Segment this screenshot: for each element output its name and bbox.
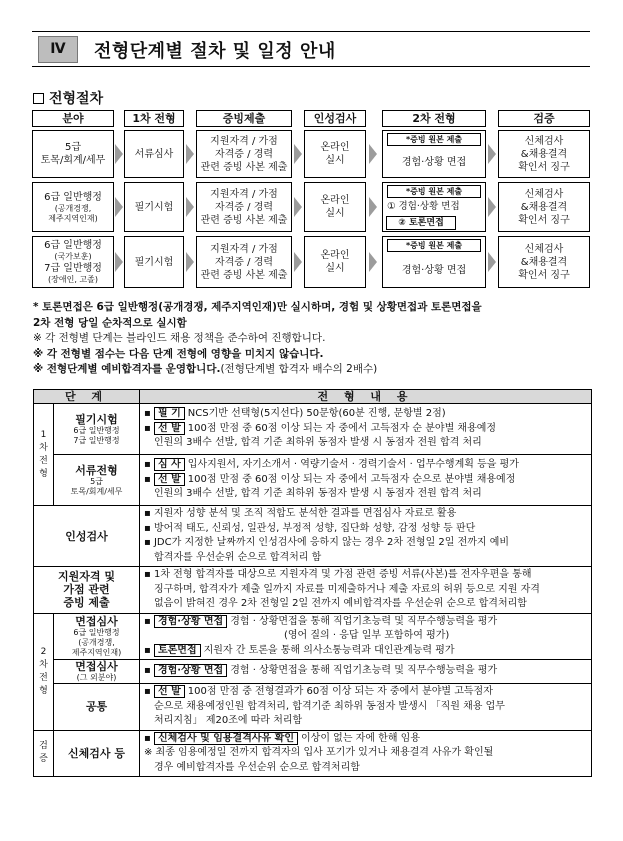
aptitude-line: 실시 <box>325 208 345 219</box>
aptitude-line: 실시 <box>325 263 345 274</box>
verify-line: 확인서 징구 <box>518 161 570 173</box>
flow-docs-cell <box>196 130 292 178</box>
flow-verify-cell <box>498 182 590 232</box>
tag-label: 선 발 <box>154 685 185 698</box>
tag-label: 심 사 <box>154 458 185 471</box>
flow-second-cell <box>382 130 486 178</box>
arrow-right-icon <box>294 197 302 217</box>
content-text: 경험 · 상황면접을 통해 직업기초능력 및 직무수행능력을 평가 <box>230 665 498 677</box>
flow-first-cell: 필기시험 <box>124 182 184 232</box>
flow-second-cell <box>382 236 486 288</box>
tag-label: 토론면접 <box>154 644 201 657</box>
aptitude-line: 온라인 <box>320 142 350 153</box>
table-header-content: 전 형 내 용 <box>140 390 592 404</box>
stage-physical: 신체검사 등 <box>54 730 140 777</box>
content-text: JDC가 지정한 날짜까지 인성검사에 응하지 않는 경우 2차 전형일 2일 전까지 예비 <box>153 537 510 548</box>
category-second-stage: 2 차 전 형 <box>34 613 54 730</box>
flow-header-field: 분야 <box>32 110 114 127</box>
content-physical: ▪ 신체검사 및 임용결격사유 확인 이상이 없는 자에 한해 임용 ※ 최종 임용예정일 전까지 합격자의 입사 포기가 있거나 채용결격 사유가 확인될 경우 예비합격자를 우선순위 순으로 합격처리함 <box>140 730 592 777</box>
aptitude-line: 온라인 <box>320 250 350 261</box>
flow-docs-cell <box>196 182 292 232</box>
tag-label: 신체검사 및 임용결격사유 확인 <box>154 732 298 745</box>
docs-line: 자격증 / 경력 <box>214 256 274 268</box>
flow-verify-cell <box>498 130 590 178</box>
second-stage-item: 경험·상황 면접 <box>401 156 467 168</box>
stage-evidence <box>34 567 140 614</box>
stage-sub: 6급 일반행정 <box>73 627 120 637</box>
field-sublabel: 토목/회계/세무 <box>40 155 106 166</box>
stage-documents <box>54 455 140 506</box>
evidence-badge: *증빙 원본 제출 <box>387 185 481 198</box>
flow-first-cell: 필기시험 <box>124 236 184 288</box>
docs-line: 관련 증빙 사본 제출 <box>200 214 288 226</box>
tag-label: 경험·상황 면접 <box>154 615 227 628</box>
note-line: ※ 각 전형별 점수는 다음 단계 전형에 영향을 미치지 않습니다. <box>33 347 324 360</box>
tag-label: 선 발 <box>154 473 185 486</box>
content-text: 1차 전형 합격자를 대상으로 지원자격 및 가점 관련 증빙 서류(사본)를 전자우편을 통해 <box>153 569 532 580</box>
content-evidence: ▪ 1차 전형 합격자를 대상으로 지원자격 및 가점 관련 증빙 서류(사본)를 전자우편을 통해 징구하며, 합격자가 제출 일까지 자료를 미제출하거나 제출 자료의 허위 등으로 지원 자격 없음이 밝혀진 경우 2차 전형일 2일 전까지 예비합격자를 우선순위 순으로 합격처리함 <box>140 567 592 614</box>
docs-line: 지원자격 / 가점 <box>210 188 278 200</box>
category-verification: 검 증 <box>34 730 54 777</box>
table-row <box>34 613 592 660</box>
flow-header-first: 1차 전형 <box>124 110 184 127</box>
checkbox-square-icon <box>33 93 44 104</box>
field-label: 6급 일반행정 <box>44 191 102 203</box>
content-text: 100점 만점 중 전형결과가 60점 이상 되는 자 중에서 분야별 고득점자 <box>187 686 493 697</box>
flow-aptitude-cell <box>304 236 366 288</box>
content-aptitude: ▪ 지원자 성향 분석 및 조직 적합도 분석한 결과를 면접심사 자료로 활용 ▪ 방어적 태도, 신뢰성, 일관성, 부정적 성향, 집단화 성향, 감정 성향 등 판단 ▪ JDC가 지정한 날짜까지 인성검사에 응하지 않는 경우 2차 전형일 2일 전까지 예비 합격자를 우선순위 순으로 합격처리 함 <box>140 506 592 567</box>
aptitude-line: 실시 <box>325 155 345 166</box>
content-documents: ▪ 심 사 입사지원서, 자기소개서 · 역량기술서 · 경력기술서 · 업무수행계획 등을 평가 ▪ 선 발 100점 만점 중 60점 이상 되는 자 중에서 고득점자 순으로 분야별 채용예정 인원의 3배수 선발, 합격 기준 최하위 동점자 발생 시 동점자 전원 합격 처리 <box>140 455 592 506</box>
stage-sub: 5급 <box>90 476 103 486</box>
field-sublabel: (장애인, 고졸) <box>48 275 98 284</box>
docs-line: 관련 증빙 사본 제출 <box>200 161 288 173</box>
arrow-right-icon <box>294 252 302 272</box>
arrow-right-icon <box>488 197 496 217</box>
content-text: 지원자 성향 분석 및 조직 적합도 분석한 결과를 면접심사 자료로 활용 <box>153 508 457 519</box>
flow-aptitude-cell <box>304 182 366 232</box>
stage-title: 증빙 제출 <box>63 596 110 610</box>
stage-common: 공통 <box>54 684 140 731</box>
stage-title: 면접심사 <box>75 614 118 628</box>
stage-title: 필기시험 <box>75 412 118 426</box>
table-row <box>34 660 592 684</box>
stage-written <box>54 404 140 455</box>
content-written: ▪ 필 기 NCS기반 선택형(5지선다) 50문항(60분 진행, 문항별 2점) ▪ 선 발 100점 만점 중 60점 이상 되는 자 중에서 고득점자 순 분야별 채용예정 인원의 3배수 선발, 합격 기준 최하위 동점자 발생 시 동점자 전원 합격 처리 <box>140 404 592 455</box>
content-text: 징구하며, 합격자가 제출 일까지 자료를 미제출하거나 제출 자료의 허위 등으로 지원 자격 <box>154 583 540 595</box>
table-row <box>34 567 592 614</box>
arrow-right-icon <box>369 144 377 164</box>
field-label: 7급 일반행정 <box>44 263 102 274</box>
content-text: 합격자를 우선순위 순으로 합격처리 함 <box>154 551 322 563</box>
category-first-stage: 1 차 전 형 <box>34 404 54 506</box>
stage-aptitude: 인성검사 <box>34 506 140 567</box>
arrow-right-icon <box>186 252 194 272</box>
debate-interview-badge: ② 토론면접 <box>386 216 456 230</box>
arrow-right-icon <box>186 197 194 217</box>
notes <box>33 300 593 378</box>
docs-line: 자격증 / 경력 <box>214 201 274 213</box>
stage-sub: 7급 일반행정 <box>73 435 120 445</box>
stage-title: 서류전형 <box>75 463 118 477</box>
arrow-right-icon <box>115 197 123 217</box>
second-stage-item: ① 경험·상황 면접 <box>387 201 460 212</box>
verify-line: 확인서 징구 <box>518 269 570 281</box>
arrow-right-icon <box>115 144 123 164</box>
content-text: NCS기반 선택형(5지선다) 50문항(60분 진행, 문항별 2점) <box>187 408 446 420</box>
content-text: 없음이 밝혀진 경우 2차 전형일 2일 전까지 예비합격자를 우선순위 순으로 합격처리함 <box>154 598 527 609</box>
docs-line: 자격증 / 경력 <box>214 148 274 160</box>
table-header-stage: 단 계 <box>34 390 140 404</box>
note-bold: ※ 전형단계별 예비합격자를 운영합니다. <box>33 363 221 375</box>
verify-line: 신체검사 <box>524 135 564 147</box>
content-text: 100점 만점 중 60점 이상 되는 자 중에서 고득점자 순으로 분야별 채용예정 <box>187 473 516 485</box>
stage-interview-other <box>54 660 140 684</box>
note-line: ※ 각 전형별 단계는 블라인드 채용 정책을 준수하여 진행합니다. <box>33 332 326 344</box>
flow-second-cell <box>382 182 486 232</box>
flow-header-aptitude: 인성검사 <box>304 110 366 127</box>
flow-aptitude-cell <box>304 130 366 178</box>
content-interview-other: ▪ 경험·상황 면접 경험 · 상황면접을 통해 직업기초능력 및 직무수행능력을 평가 <box>140 660 592 684</box>
verify-line: 확인서 징구 <box>518 214 570 226</box>
flow-docs-cell <box>196 236 292 288</box>
stage-title: 면접심사 <box>75 660 118 673</box>
second-stage-item: 경험·상황 면접 <box>401 264 467 276</box>
flow-header-second: 2차 전형 <box>382 110 486 127</box>
stage-sub: (그 외분야) <box>76 673 117 682</box>
process-flow <box>32 110 592 290</box>
flow-header-docs: 증빙제출 <box>196 110 292 127</box>
flow-header-verify: 검증 <box>498 110 590 127</box>
arrow-right-icon <box>294 144 302 164</box>
content-text: 순으로 채용예정인원 합격처리, 합격기준 최하위 동점자 발생시 「직원 채용 업무 <box>154 700 505 712</box>
stage-sub: 토목/회계/세무 <box>70 486 123 496</box>
flow-field-cell <box>32 130 114 178</box>
field-sublabel: 제주지역인재) <box>48 213 98 223</box>
content-text: 100점 만점 중 60점 이상 되는 자 중에서 고득점자 순 분야별 채용예정 <box>187 422 497 434</box>
flow-verify-cell <box>498 236 590 288</box>
content-interview-6: ▪ 경험·상황 면접 경험 · 상황면접을 통해 직업기초능력 및 직무수행능력을 평가 (영어 질의 · 응답 일부 포함하여 평가) ▪ 토론면접 지원자 간 토론을 통해 의사소통능력과 대인관계능력 평가 <box>140 613 592 660</box>
note-line: 2차 전형 당일 순차적으로 실시함 <box>33 316 187 329</box>
verify-line: &채용결격 <box>520 256 568 268</box>
field-sublabel: (공개경쟁, <box>54 203 92 213</box>
verify-line: &채용결격 <box>520 148 568 160</box>
content-text: 인원의 3배수 선발, 합격 기준 최하위 동점자 발생 시 동점자 전원 합격 처리 <box>154 488 482 500</box>
docs-line: 관련 증빙 사본 제출 <box>200 269 288 281</box>
evidence-badge: *증빙 원본 제출 <box>387 239 481 252</box>
table-row <box>34 455 592 506</box>
stage-sub: 제주지역인재) <box>71 647 122 657</box>
arrow-right-icon <box>488 252 496 272</box>
tag-label: 경험·상황 면접 <box>154 664 227 677</box>
stage-interview-6 <box>54 613 140 660</box>
content-text: 입사지원서, 자기소개서 · 역량기술서 · 경력기술서 · 업무수행계획 등을 평가 <box>187 459 519 471</box>
section-heading <box>33 88 103 108</box>
content-text: 처리지침」 제20조에 따라 처리함 <box>154 715 303 726</box>
content-text: 인원의 3배수 선발, 합격 기준 최하위 동점자 발생 시 동점자 전원 합격 처리 <box>154 437 482 449</box>
arrow-right-icon <box>369 197 377 217</box>
arrow-right-icon <box>186 144 194 164</box>
content-common: ▪ 선 발 100점 만점 중 전형결과가 60점 이상 되는 자 중에서 분야별 고득점자 순으로 채용예정인원 합격처리, 합격기준 최하위 동점자 발생시 「직원 채용 업무 처리지침」 제20조에 따라 처리함 <box>140 684 592 731</box>
note-line <box>33 362 593 378</box>
content-text: 이상이 없는 자에 한해 임용 <box>301 732 420 744</box>
section-heading-text: 전형절차 <box>49 91 104 107</box>
tag-label: 필 기 <box>154 407 185 420</box>
flow-field-cell <box>32 236 114 288</box>
field-label: 5급 <box>64 142 82 153</box>
page-title: 전형단계별 절차 및 일정 안내 <box>94 41 336 62</box>
flow-field-cell <box>32 182 114 232</box>
arrow-right-icon <box>115 252 123 272</box>
arrow-right-icon <box>488 144 496 164</box>
content-text: 경우 예비합격자를 우선순위 순으로 합격처리함 <box>154 761 360 773</box>
field-sublabel: (국가보훈) <box>54 252 92 261</box>
table-row <box>34 404 592 455</box>
note-regular: (전형단계별 합격자 배수의 2배수) <box>220 363 378 375</box>
table-row <box>34 730 592 777</box>
aptitude-line: 온라인 <box>320 195 350 206</box>
content-text: 지원자 간 토론을 통해 의사소통능력과 대인관계능력 평가 <box>203 644 455 656</box>
content-text: (영어 질의 · 응답 일부 포함하여 평가) <box>284 630 450 641</box>
field-label: 6급 일반행정 <box>44 240 102 251</box>
arrow-right-icon <box>369 252 377 272</box>
content-text: 방어적 태도, 신뢰성, 일관성, 부정적 성향, 집단화 성향, 감정 성향 등 판단 <box>153 522 476 534</box>
table-row <box>34 684 592 731</box>
flow-first-cell: 서류심사 <box>124 130 184 178</box>
title-bar <box>32 31 590 67</box>
evidence-badge: *증빙 원본 제출 <box>387 133 481 146</box>
verify-line: 신체검사 <box>524 188 564 200</box>
docs-line: 지원자격 / 가점 <box>210 135 278 147</box>
verify-line: 신체검사 <box>524 243 564 255</box>
docs-line: 지원자격 / 가점 <box>210 243 278 255</box>
stage-title: 지원자격 및 <box>58 570 115 584</box>
note-line: * 토론면접은 6급 일반행정(공개경쟁, 제주지역인재)만 실시하며, 경험 및 상황면접과 토론면접을 <box>33 301 482 313</box>
content-text: ※ 최종 임용예정일 전까지 합격자의 입사 포기가 있거나 채용결격 사유가 확인될 <box>144 747 494 758</box>
stage-sub: 6급 일반행정 <box>73 425 120 435</box>
verify-line: &채용결격 <box>520 201 568 213</box>
stage-sub: (공개경쟁, <box>78 637 115 647</box>
stage-title: 가점 관련 <box>63 583 110 597</box>
tag-label: 선 발 <box>154 422 185 435</box>
content-text: 경험 · 상황면접을 통해 직업기초능력 및 직무수행능력을 평가 <box>230 615 498 627</box>
table-row <box>34 506 592 567</box>
section-number: Ⅳ <box>38 36 78 63</box>
stage-details-table <box>33 389 592 777</box>
